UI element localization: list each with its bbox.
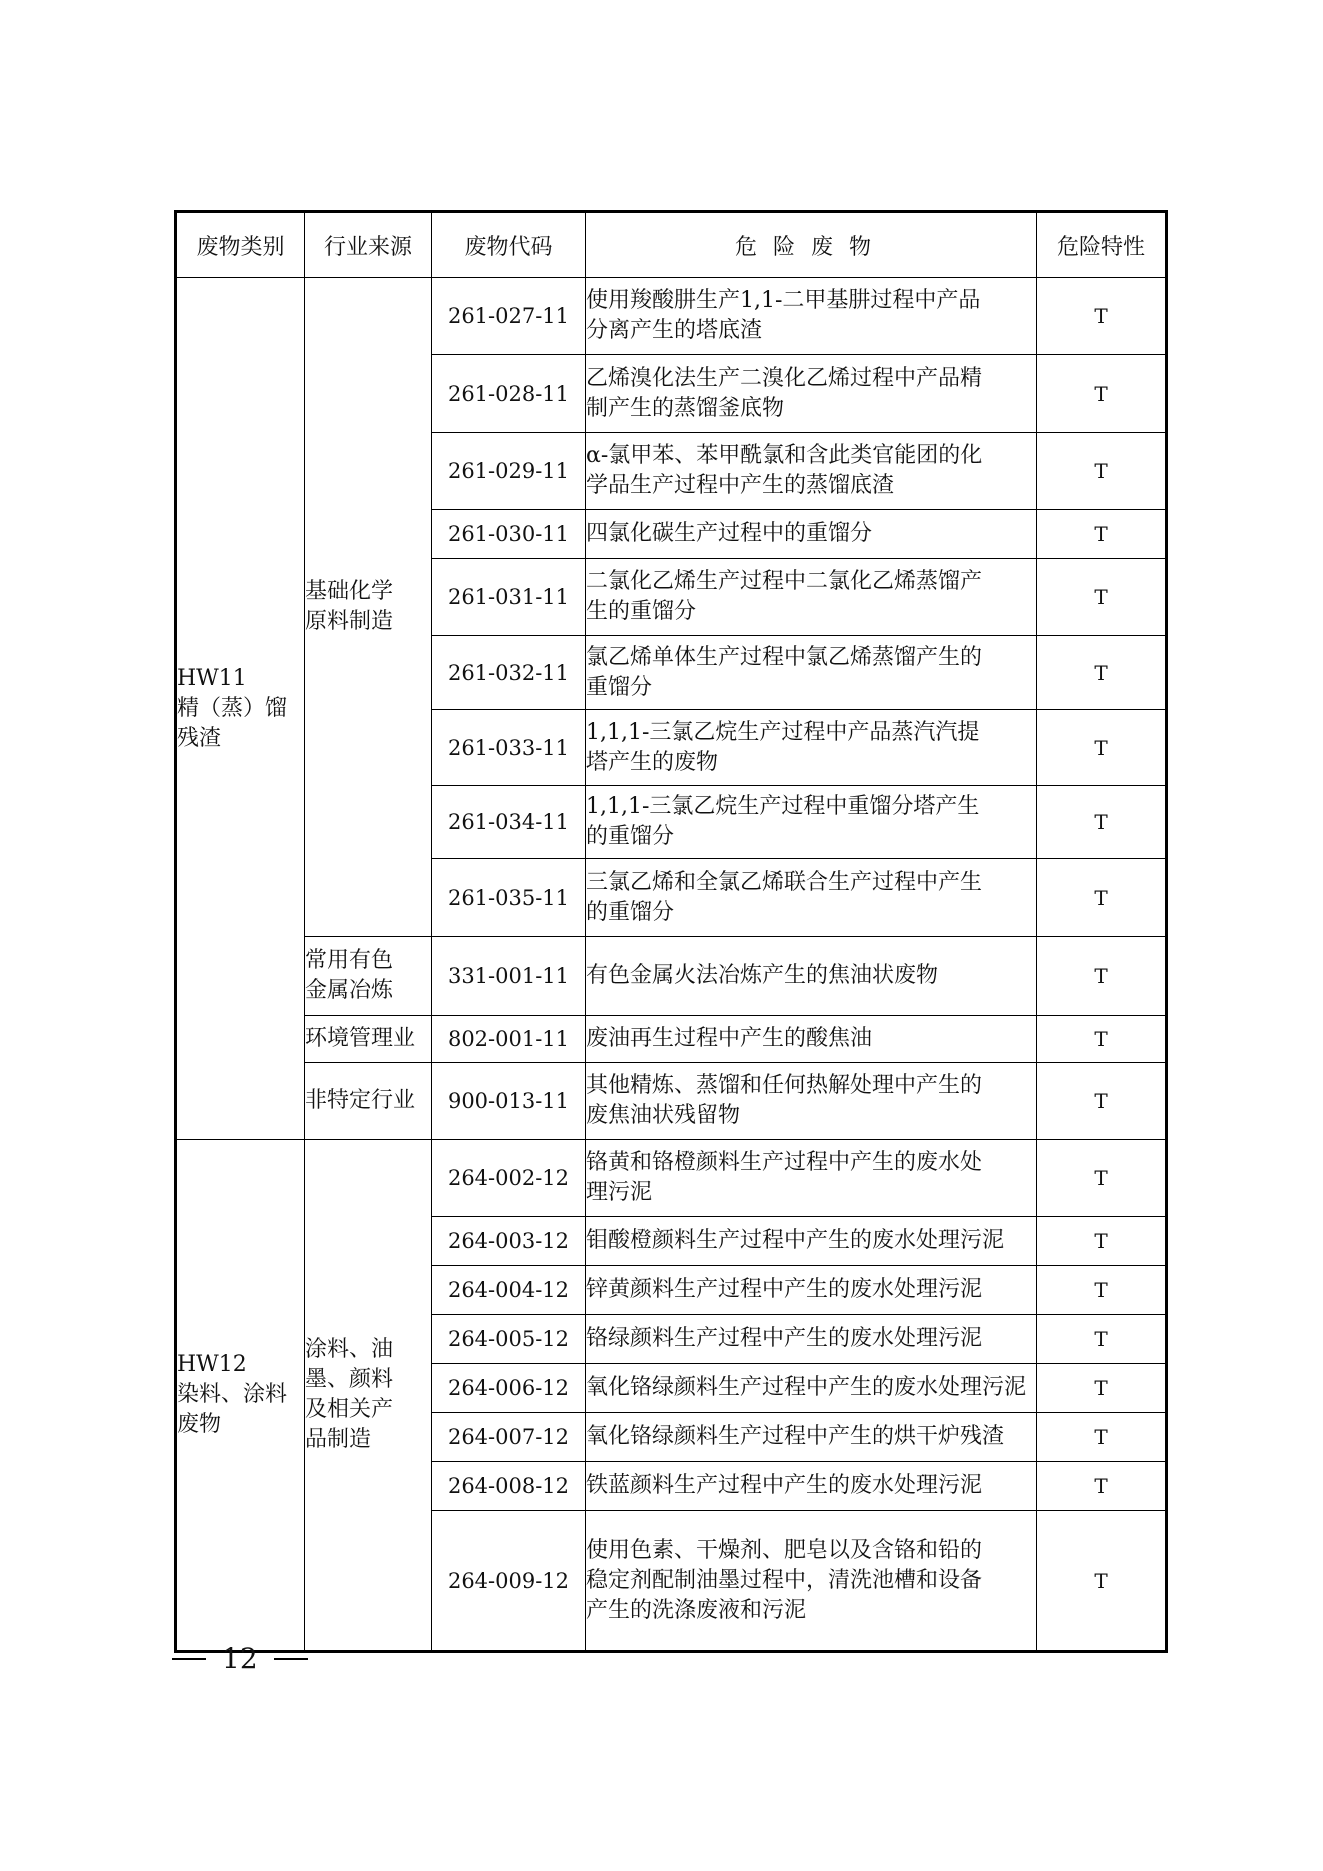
hazard-characteristic-cell: T: [1037, 1413, 1167, 1462]
hazardous-waste-description-cell: [586, 355, 1037, 433]
hazardous-waste-description-cell: [586, 1315, 1037, 1364]
header-category: 废物类别: [176, 212, 305, 278]
text-line: 钼酸橙颜料生产过程中产生的废水处理污泥: [586, 1228, 1005, 1253]
text-line: 金属冶炼: [305, 978, 394, 1003]
text-line: 产生的洗涤废液和污泥: [586, 1597, 807, 1623]
waste-code-cell: 264-005-12: [432, 1315, 586, 1364]
hazard-characteristic-cell: T: [1037, 1016, 1167, 1063]
page-number-left-dash: [172, 1658, 206, 1660]
text-line: 基础化学: [305, 579, 394, 604]
hazard-characteristic-cell: T: [1037, 1462, 1167, 1511]
hazardous-waste-description-cell: [586, 1063, 1037, 1140]
waste-code-cell: 261-028-11: [432, 355, 586, 433]
text-line: 氧化铬绿颜料生产过程中产生的废水处理污泥: [586, 1375, 1027, 1400]
waste-code-cell: 261-035-11: [432, 859, 586, 937]
text-line: 有色金属火法冶炼产生的焦油状废物: [586, 963, 939, 988]
text-line: 原料制造: [305, 609, 394, 634]
header-source: 行业来源: [305, 212, 432, 278]
hazard-characteristic-cell: T: [1037, 1140, 1167, 1217]
text-line: 涂料、油: [305, 1337, 394, 1362]
hazardous-waste-description-cell: [586, 433, 1037, 510]
hazard-characteristic-cell: T: [1037, 433, 1167, 510]
waste-code-cell: 261-030-11: [432, 510, 586, 559]
page-number: 12: [222, 1642, 258, 1675]
waste-code-cell: 802-001-11: [432, 1016, 586, 1063]
text-line: α-氯甲苯、苯甲酰氯和含此类官能团的化: [586, 443, 983, 468]
hazardous-waste-description-cell: [586, 1462, 1037, 1511]
hazardous-waste-description-cell: [586, 786, 1037, 859]
text-line: 废焦油状残留物: [586, 1103, 741, 1128]
hazardous-waste-description-cell: [586, 1266, 1037, 1315]
waste-category-cell: [176, 1140, 305, 1652]
hazard-characteristic-cell: T: [1037, 1511, 1167, 1652]
hazard-characteristic-cell: T: [1037, 510, 1167, 559]
text-line: 环境管理业: [305, 1026, 416, 1051]
hazardous-waste-description-cell: [586, 1140, 1037, 1217]
table-row: [176, 1063, 1167, 1140]
text-line: 及相关产: [305, 1397, 394, 1422]
text-line: 使用羧酸肼生产1,1-二甲基肼过程中产品: [586, 288, 981, 313]
text-line: 分离产生的塔底渣: [586, 318, 763, 343]
text-line: 品制造: [305, 1427, 372, 1452]
hazard-characteristic-cell: T: [1037, 937, 1167, 1016]
hazardous-waste-description-cell: [586, 859, 1037, 937]
table-row: [176, 1016, 1167, 1063]
text-line: 其他精炼、蒸馏和任何热解处理中产生的: [586, 1073, 983, 1098]
waste-code-cell: 264-002-12: [432, 1140, 586, 1217]
waste-category-cell: [176, 278, 305, 1140]
hazard-characteristic-cell: T: [1037, 559, 1167, 636]
text-line: 废物: [177, 1412, 222, 1437]
hazardous-waste-description-cell: [586, 710, 1037, 786]
text-line: 1,1,1-三氯乙烷生产过程中重馏分塔产生: [586, 794, 980, 819]
waste-code-cell: 261-034-11: [432, 786, 586, 859]
hazard-characteristic-cell: T: [1037, 1266, 1167, 1315]
hazardous-waste-description-cell: [586, 278, 1037, 355]
table-row: [176, 937, 1167, 1016]
text-line: 墨、颜料: [305, 1367, 394, 1392]
hazard-characteristic-cell: T: [1037, 278, 1167, 355]
hazard-characteristic-cell: T: [1037, 1315, 1167, 1364]
waste-code-cell: 264-009-12: [432, 1511, 586, 1652]
waste-code-cell: 264-003-12: [432, 1217, 586, 1266]
waste-code-cell: 261-029-11: [432, 433, 586, 510]
page-number-right-dash: [274, 1658, 308, 1660]
waste-code-cell: 264-004-12: [432, 1266, 586, 1315]
text-line: 精（蒸）馏: [177, 695, 288, 721]
waste-code-cell: 261-033-11: [432, 710, 586, 786]
hazardous-waste-description-cell: [586, 937, 1037, 1016]
header-hazardous-waste: 危险废物: [586, 212, 1037, 278]
text-line: 氯乙烯单体生产过程中氯乙烯蒸馏产生的: [586, 644, 983, 670]
hazardous-waste-description-cell: [586, 510, 1037, 559]
industry-source-cell: [305, 1063, 432, 1140]
text-line: 理污泥: [586, 1180, 653, 1205]
table-row: [176, 1140, 1167, 1217]
text-line: 的重馏分: [586, 899, 675, 925]
table-body: [176, 278, 1167, 1652]
text-line: 锌黄颜料生产过程中产生的废水处理污泥: [586, 1277, 983, 1302]
text-line: 1,1,1-三氯乙烷生产过程中产品蒸汽汽提: [586, 719, 980, 745]
hazard-characteristic-cell: T: [1037, 710, 1167, 786]
header-code: 废物代码: [432, 212, 586, 278]
header-characteristic: 危险特性: [1037, 212, 1167, 278]
waste-code-cell: 261-032-11: [432, 636, 586, 710]
waste-code-cell: 264-006-12: [432, 1364, 586, 1413]
text-line: 常用有色: [305, 948, 394, 973]
text-line: 非特定行业: [305, 1088, 416, 1113]
text-line: HW12: [177, 1352, 247, 1377]
text-line: 的重馏分: [586, 824, 675, 849]
industry-source-cell: [305, 937, 432, 1016]
waste-code-cell: 900-013-11: [432, 1063, 586, 1140]
text-line: 使用色素、干燥剂、肥皂以及含铬和铅的: [586, 1537, 983, 1563]
hazardous-waste-description-cell: [586, 559, 1037, 636]
hazardous-waste-description-cell: [586, 1413, 1037, 1462]
text-line: 铬绿颜料生产过程中产生的废水处理污泥: [586, 1326, 983, 1351]
industry-source-cell: [305, 278, 432, 937]
hazardous-waste-description-cell: [586, 636, 1037, 710]
hazard-characteristic-cell: T: [1037, 355, 1167, 433]
hazardous-waste-description-cell: [586, 1217, 1037, 1266]
text-line: HW11: [177, 665, 247, 691]
waste-code-cell: 264-008-12: [432, 1462, 586, 1511]
hazard-characteristic-cell: T: [1037, 859, 1167, 937]
hazard-characteristic-cell: T: [1037, 1217, 1167, 1266]
waste-code-cell: 261-031-11: [432, 559, 586, 636]
text-line: 氧化铬绿颜料生产过程中产生的烘干炉残渣: [586, 1424, 1005, 1449]
text-line: 废油再生过程中产生的酸焦油: [586, 1026, 873, 1051]
industry-source-cell: [305, 1016, 432, 1063]
hazard-characteristic-cell: T: [1037, 1364, 1167, 1413]
hazard-characteristic-cell: T: [1037, 1063, 1167, 1140]
text-line: 生的重馏分: [586, 599, 697, 624]
text-line: 染料、涂料: [177, 1382, 288, 1407]
text-line: 四氯化碳生产过程中的重馏分: [586, 521, 873, 546]
text-line: 三氯乙烯和全氯乙烯联合生产过程中产生: [586, 869, 983, 895]
text-line: 塔产生的废物: [586, 749, 719, 775]
text-line: 二氯化乙烯生产过程中二氯化乙烯蒸馏产: [586, 569, 983, 594]
text-line: 铬黄和铬橙颜料生产过程中产生的废水处: [586, 1150, 983, 1175]
text-line: 乙烯溴化法生产二溴化乙烯过程中产品精: [586, 365, 983, 391]
industry-source-cell: [305, 1140, 432, 1652]
text-line: 学品生产过程中产生的蒸馏底渣: [586, 473, 895, 498]
hazard-characteristic-cell: T: [1037, 786, 1167, 859]
text-line: 残渣: [177, 725, 222, 751]
hazardous-waste-description-cell: [586, 1511, 1037, 1652]
waste-code-cell: 264-007-12: [432, 1413, 586, 1462]
hazardous-waste-description-cell: [586, 1364, 1037, 1413]
text-line: 制产生的蒸馏釜底物: [586, 395, 785, 421]
text-line: 稳定剂配制油墨过程中，清洗池槽和设备: [586, 1567, 983, 1593]
waste-code-cell: 261-027-11: [432, 278, 586, 355]
hazardous-waste-table: [174, 210, 1168, 1653]
page-footer: [172, 1642, 308, 1675]
text-line: 铁蓝颜料生产过程中产生的废水处理污泥: [586, 1473, 983, 1498]
hazardous-waste-description-cell: [586, 1016, 1037, 1063]
hazard-characteristic-cell: T: [1037, 636, 1167, 710]
waste-code-cell: 331-001-11: [432, 937, 586, 1016]
table-row: [176, 278, 1167, 355]
text-line: 重馏分: [586, 674, 653, 700]
table-header-row: [176, 212, 1167, 278]
